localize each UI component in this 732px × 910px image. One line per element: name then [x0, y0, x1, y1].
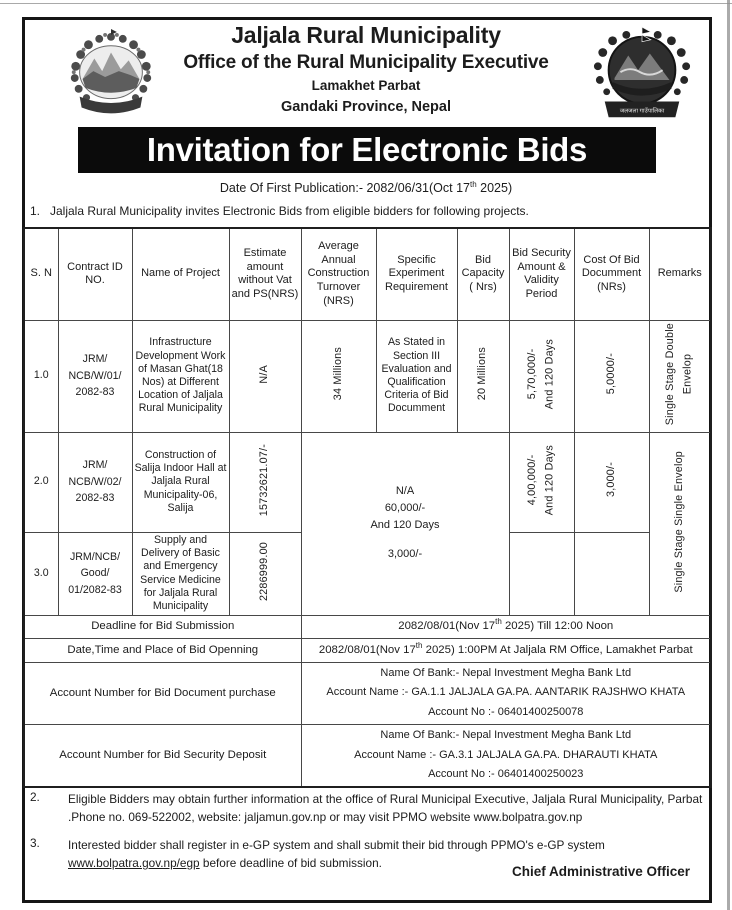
contract-line: 2082-83: [75, 492, 115, 505]
table-row: [24, 320, 711, 432]
empty-cell: [509, 532, 574, 615]
cell-sn: 3.0: [24, 532, 58, 615]
contract-line: Good/: [80, 567, 110, 580]
cell-merged-values: [301, 432, 509, 615]
office-title: Office of the Rural Municipality Executive: [183, 52, 549, 73]
info-value: [301, 724, 711, 787]
rotated-value: 15732621.07/-: [258, 443, 271, 516]
bank-name: Name Of Bank:- Nepal Investment Megha Bank Ltd: [380, 728, 632, 741]
info-label: Account Number for Bid Security Deposit: [24, 724, 301, 787]
note-number: 2.: [30, 790, 40, 804]
cell-remarks: [649, 320, 711, 432]
col-header-specific: Specific Experiment Requirement: [376, 228, 457, 320]
merged-line: And 120 Days: [370, 518, 440, 531]
cell-remarks-merged: [649, 432, 711, 615]
note-number: 3.: [30, 836, 40, 850]
intro-item-1: [30, 204, 710, 218]
col-header-security: Bid Security Amount & Validity Period: [509, 228, 574, 320]
publication-date: [0, 181, 732, 195]
table-row: [24, 432, 711, 532]
note-text-after: before deadline of bid submission.: [199, 856, 382, 871]
info-value-suffix: 2025) 1:00PM At Jaljala RM Office, Lamakhet Parbat: [422, 643, 693, 656]
invitation-banner: Invitation for Electronic Bids: [78, 127, 656, 173]
col-header-turnover: Average Annual Construction Turnover (NRS): [301, 228, 376, 320]
rotated-value: 5,0000/-: [604, 353, 617, 395]
egp-system-link[interactable]: www.bolpatra.gov.np/egp: [68, 856, 200, 871]
remarks-line: Single Stage Double: [664, 322, 677, 425]
remarks-line: Envelop: [681, 353, 694, 395]
cell-sn: 1.0: [24, 320, 58, 432]
rotated-value: [662, 323, 697, 425]
publication-date-text: Date Of First Publication:- 2082/06/31(Oct 17: [219, 181, 470, 195]
scan-edge-line-top: [0, 3, 732, 4]
col-header-estimate: Estimate amount without Vat and PS(NRS): [229, 228, 301, 320]
contract-line: 2082-83: [75, 386, 115, 399]
cell-bid-capacity: [457, 320, 509, 432]
security-amount: 5,70,000/-: [526, 348, 539, 400]
table-header-row: [24, 228, 711, 320]
rotated-value: 34 Millions: [331, 347, 344, 401]
bank-name: Name Of Bank:- Nepal Investment Megha Bank Ltd: [380, 666, 632, 679]
col-header-contract-id: Contract ID NO.: [58, 228, 132, 320]
address-line: Lamakhet Parbat: [311, 78, 421, 93]
contract-line: NCB/W/01/: [68, 369, 122, 382]
account-name: Account Name :- GA.1.1 JALJALA GA.PA. AANTARIK RAJSHWO KHATA: [326, 686, 686, 699]
info-row: [24, 662, 711, 724]
security-amount: 4,00,000/-: [526, 454, 539, 506]
rotated-value: 2286999.00: [258, 541, 271, 601]
info-label: Account Number for Bid Document purchase: [24, 662, 301, 724]
contract-line: 01/2082-83: [68, 583, 122, 596]
info-value: [301, 662, 711, 724]
rotated-value: 3,000/-: [604, 462, 617, 498]
rotated-value: N/A: [258, 364, 271, 384]
cell-project-name: Supply and Delivery of Basic and Emergency Service Medicine for Jaljala Rural Municipality: [132, 532, 229, 615]
cell-sn: 2.0: [24, 432, 58, 532]
intro-text: Jaljala Rural Municipality invites Electronic Bids from eligible bidders for following projects.: [50, 204, 529, 218]
rotated-value: [524, 339, 559, 409]
rotated-value: Single Stage Single Envelop: [673, 450, 685, 593]
merged-line: 60,000/-: [384, 501, 426, 514]
col-header-doc-cost: Cost Of Bid Documment (NRs): [574, 228, 649, 320]
cell-specific-requirement: As Stated in Section III Evaluation and Qualification Criteria of Bid Documment: [376, 320, 457, 432]
cell-doc-cost: [574, 320, 649, 432]
info-label: Date,Time and Place of Bid Openning: [24, 638, 301, 662]
col-header-project: Name of Project: [132, 228, 229, 320]
signature-title: Chief Administrative Officer: [511, 864, 690, 879]
account-number: Account No :- 06401400250023: [428, 768, 584, 781]
info-value-text: 2082/08/01(Nov 17: [398, 620, 496, 633]
empty-cell: [574, 532, 649, 615]
municipality-title: Jaljala Rural Municipality: [231, 22, 501, 48]
cell-bid-security: [509, 432, 574, 532]
security-validity: And 120 Days: [543, 338, 556, 409]
contract-line: JRM/: [82, 353, 108, 366]
col-header-remarks: Remarks: [649, 228, 711, 320]
rotated-value: 20 Millions: [476, 347, 489, 401]
info-row: [24, 615, 711, 638]
info-row: [24, 638, 711, 662]
scan-edge-line-right: [727, 0, 730, 910]
intro-number: 1.: [30, 204, 41, 218]
info-value: [301, 638, 711, 662]
info-value: [301, 615, 711, 638]
cell-estimate: [229, 320, 301, 432]
info-label: Deadline for Bid Submission: [24, 615, 301, 638]
merged-line: 3,000/-: [387, 548, 423, 561]
contract-line: NCB/W/02/: [68, 475, 122, 488]
contract-line: JRM/NCB/: [69, 550, 121, 563]
cell-contract-id: [58, 432, 132, 532]
contract-line: JRM/: [82, 459, 108, 472]
info-value-suffix: 2025) Till 12:00 Noon: [501, 620, 614, 633]
info-value-sup: th: [415, 641, 423, 651]
bids-table: [23, 227, 712, 788]
account-number: Account No :- 06401400250078: [428, 706, 584, 719]
cell-estimate: [229, 532, 301, 615]
bids-table-wrap: [23, 227, 712, 788]
publication-date-sup: th: [470, 179, 477, 189]
col-header-capacity: Bid Capacity ( Nrs): [457, 228, 509, 320]
info-row: [24, 724, 711, 787]
cell-bid-security: [509, 320, 574, 432]
security-validity: And 120 Days: [543, 444, 556, 515]
note-text-before: Interested bidder shall register in e-GP system and shall submit their bid through PPMO's e-GP system: [68, 838, 605, 852]
province-line: Gandaki Province, Nepal: [280, 99, 452, 115]
cell-contract-id: [58, 320, 132, 432]
col-header-sn: S. N: [24, 228, 58, 320]
account-name: Account Name :- GA.3.1 JALJALA GA.PA. DHARAUTI KHATA: [354, 748, 658, 761]
note-item-2: [30, 790, 708, 827]
publication-date-suffix: 2025): [476, 181, 513, 195]
cell-doc-cost: [574, 432, 649, 532]
cell-turnover: [301, 320, 376, 432]
merged-line: N/A: [395, 485, 415, 497]
cell-project-name: Infrastructure Development Work of Masan Ghat(18 Nos) at Different Location of Jaljala Rural Municipality: [132, 320, 229, 432]
cell-project-name: Construction of Salija Indoor Hall at Jaljala Rural Municipality-06, Salija: [132, 432, 229, 532]
seal-ribbon-text: जलजला गाउँपालिका: [619, 108, 665, 115]
cell-contract-id: [58, 532, 132, 615]
rotated-value: [524, 445, 559, 515]
info-value-sup: th: [495, 617, 502, 627]
info-value-text: 2082/08/01(Nov 17: [318, 643, 416, 656]
note-text: Eligible Bidders may obtain further information at the office of Rural Municipal Executive, Jaljala Rural Municipality, Parbat .Phone no. 069-522002, website: jaljamun.gov.np or may visit PPMO website www.bolpatra.gov.np: [68, 792, 703, 825]
cell-estimate: [229, 432, 301, 532]
